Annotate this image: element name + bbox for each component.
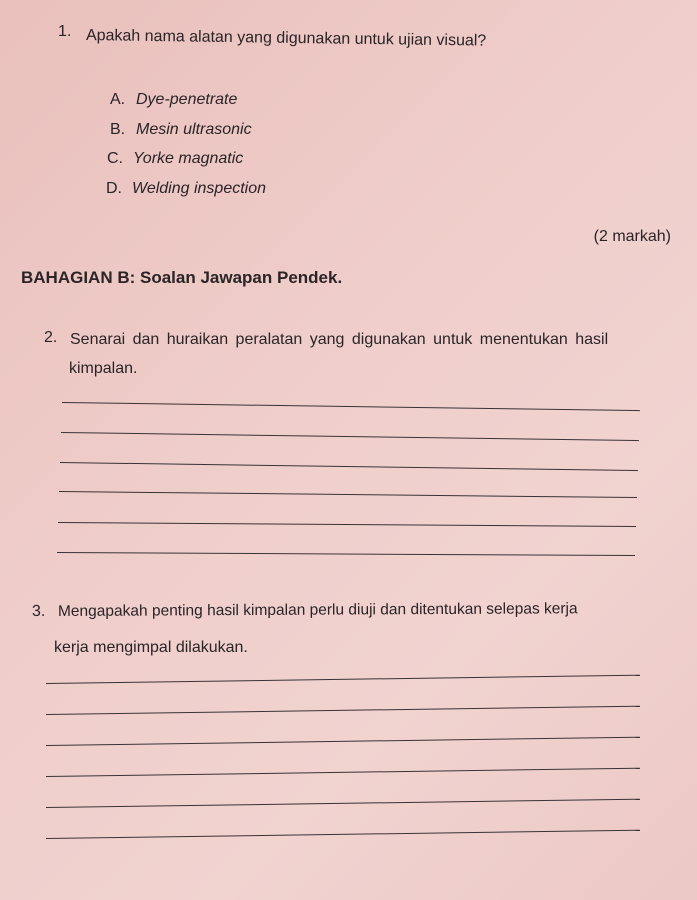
question-1-option-d — [106, 179, 266, 199]
question-1-option-b — [110, 120, 252, 140]
answer-line[interactable] — [58, 522, 636, 527]
question-1-number: 1. — [58, 23, 72, 40]
answer-line[interactable] — [60, 462, 638, 471]
question-2-text-line-2: kimpalan. — [69, 360, 138, 377]
option-letter: B. — [110, 121, 126, 138]
option-letter: C. — [107, 150, 123, 167]
question-1-marks: (2 markah) — [593, 228, 671, 245]
answer-line[interactable] — [62, 402, 640, 411]
question-1-option-c — [107, 149, 243, 169]
question-3-text-line-2: kerja mengimpal dilakukan. — [54, 639, 248, 656]
option-text: Dye-penetrate — [136, 91, 238, 108]
answer-line[interactable] — [46, 706, 640, 715]
answer-line[interactable] — [46, 830, 640, 839]
question-2-number: 2. — [44, 329, 58, 346]
question-2-text-line-1: Senarai dan huraikan peralatan yang digunakan untuk menentukan hasil — [70, 331, 609, 348]
answer-line[interactable] — [57, 552, 635, 556]
answer-line[interactable] — [46, 737, 640, 746]
answer-line[interactable] — [59, 491, 637, 498]
option-text: Welding inspection — [132, 180, 267, 197]
answer-line[interactable] — [46, 675, 640, 684]
question-3-text-line-1: Mengapakah penting hasil kimpalan perlu diuji dan ditentukan selepas kerja — [57, 600, 578, 620]
answer-line[interactable] — [46, 768, 640, 777]
answer-line[interactable] — [61, 432, 639, 441]
section-b-title: BAHAGIAN B: Soalan Jawapan Pendek. — [21, 268, 343, 287]
question-1-text: Apakah nama alatan yang digunakan untuk ujian visual? — [85, 27, 487, 50]
answer-line[interactable] — [46, 799, 640, 808]
option-text: Yorke magnatic — [133, 150, 244, 167]
option-letter: A. — [110, 91, 126, 108]
question-3-number: 3. — [31, 602, 46, 620]
option-text: Mesin ultrasonic — [136, 121, 252, 138]
option-letter: D. — [106, 180, 122, 197]
question-1-option-a — [110, 90, 237, 110]
